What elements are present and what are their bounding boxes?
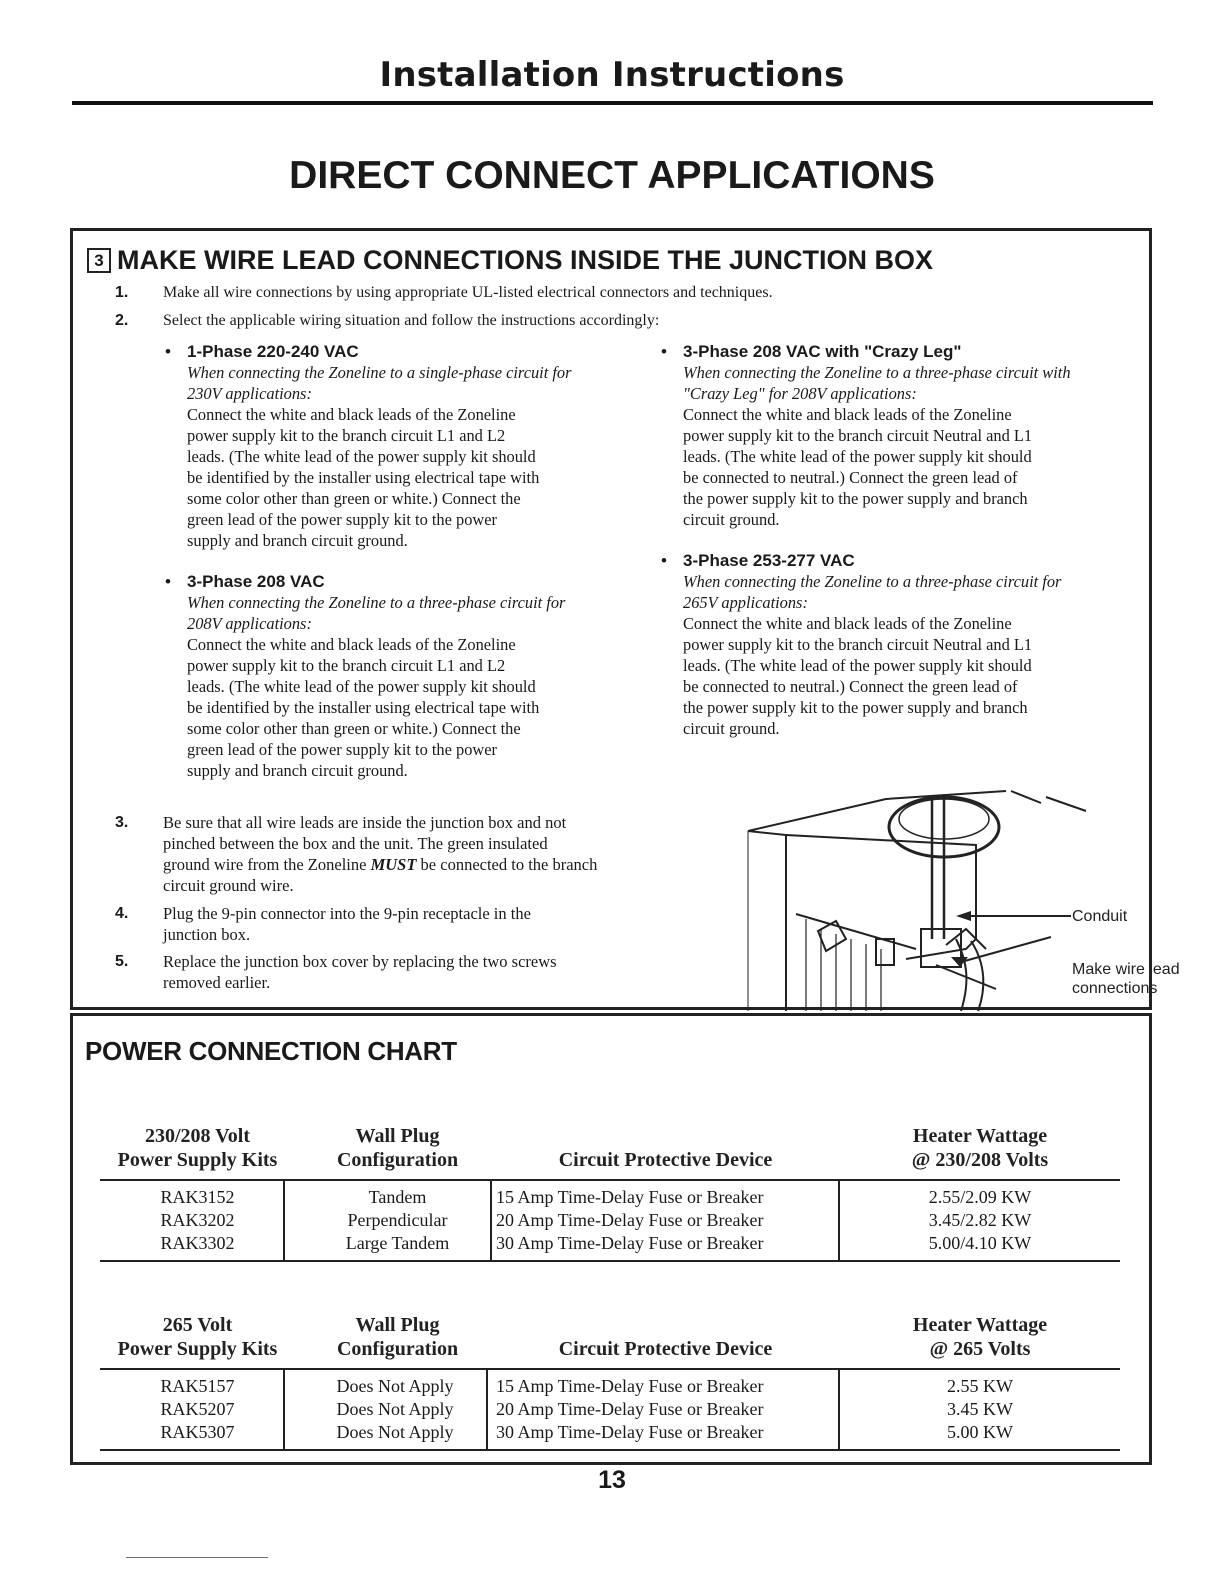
subsection-body: Connect the white and black leads of the Zoneline <box>187 635 516 654</box>
header-line: Wall Plug <box>355 1314 440 1336</box>
subsection-italic: 230V applications: <box>187 384 312 403</box>
header-line: 230/208 Volt <box>144 1125 251 1147</box>
emphasis-must: MUST <box>370 855 417 874</box>
table-header <box>840 1124 1120 1172</box>
table-cell: 5.00/4.10 KW <box>928 1233 1032 1253</box>
subsection-crazy-leg <box>683 341 1143 530</box>
table-cell: 20 Amp Time-Delay Fuse or Breaker <box>496 1399 764 1419</box>
subsection-body: the power supply kit to the power supply and branch <box>683 698 1028 717</box>
list-number: 2. <box>115 312 129 329</box>
subsection-body: Connect the white and black leads of the Zoneline <box>683 405 1012 424</box>
table-rule <box>100 1179 1120 1181</box>
table-row <box>100 1375 1120 1398</box>
subsection-body: leads. (The white lead of the power supply kit should <box>683 447 1032 466</box>
list-number: 5. <box>115 953 129 970</box>
subsection-body: be connected to neutral.) Connect the green lead of <box>683 677 1018 696</box>
table-cell: Large Tandem <box>345 1233 450 1253</box>
list-number: 3. <box>115 814 129 831</box>
header-line: Configuration <box>336 1338 459 1360</box>
table-cell: 2.55 KW <box>947 1376 1013 1396</box>
subsection-italic: When connecting the Zoneline to a three-phase circuit for <box>683 572 1062 591</box>
list-text: Replace the junction box cover by replacing the two screws <box>163 952 557 971</box>
step-heading <box>87 245 1139 276</box>
subsection-body: power supply kit to the branch circuit L1 and L2 <box>187 426 506 445</box>
table-cell: 20 Amp Time-Delay Fuse or Breaker <box>496 1210 764 1230</box>
step-number: 3 <box>87 248 111 273</box>
subsection-body: leads. (The white lead of the power supply kit should <box>683 656 1032 675</box>
subsection-body: be identified by the installer using electrical tape with <box>187 468 540 487</box>
figure-label-connections: connections <box>1072 980 1158 997</box>
header-line: Wall Plug <box>355 1125 440 1147</box>
subsection-body: power supply kit to the branch circuit Neutral and L1 <box>683 635 1033 654</box>
table-cell: 3.45/2.82 KW <box>928 1210 1032 1230</box>
table-cell: 15 Amp Time-Delay Fuse or Breaker <box>496 1187 764 1207</box>
chart-title: POWER CONNECTION CHART <box>85 1036 457 1066</box>
table-cell: 15 Amp Time-Delay Fuse or Breaker <box>496 1376 764 1396</box>
subsection-1-phase <box>187 341 647 551</box>
header-line: Circuit Protective Device <box>558 1149 773 1171</box>
table-cell: RAK5157 <box>160 1376 235 1396</box>
subsection-title: • 1-Phase 220-240 VAC <box>187 341 647 362</box>
subsection-body: supply and branch circuit ground. <box>187 531 408 550</box>
subsection-body: circuit ground. <box>683 510 780 529</box>
table-header <box>840 1313 1120 1361</box>
power-connection-chart <box>70 1013 1152 1465</box>
subsection-body: some color other than green or white.) Connect the <box>187 719 521 738</box>
table-header <box>488 1148 843 1172</box>
table-cell: RAK3152 <box>160 1187 235 1207</box>
figure-label-conduit: Conduit <box>1072 908 1128 925</box>
subsection-body: Connect the white and black leads of the Zoneline <box>683 614 1012 633</box>
table-cell: Does Not Apply <box>336 1399 454 1419</box>
table-header <box>100 1124 295 1172</box>
table-cell: 2.55/2.09 KW <box>928 1187 1032 1207</box>
subsection-body: some color other than green or white.) Connect the <box>187 489 521 508</box>
header-line: Configuration <box>336 1149 459 1171</box>
subsection-italic: When connecting the Zoneline to a three-phase circuit with <box>683 363 1071 382</box>
header-line: Heater Wattage <box>912 1125 1048 1147</box>
figure-label-connections: Make wire lead <box>1072 961 1180 978</box>
subsection-italic: "Crazy Leg" for 208V applications: <box>683 384 917 403</box>
list-text: Select the applicable wiring situation and follow the instructions accordingly: <box>163 312 660 329</box>
subsection-body: leads. (The white lead of the power supply kit should <box>187 447 536 466</box>
subsection-italic: When connecting the Zoneline to a single-phase circuit for <box>187 363 572 382</box>
main-title: DIRECT CONNECT APPLICATIONS <box>289 154 935 197</box>
subsection-body: circuit ground. <box>683 719 780 738</box>
subsection-italic: 265V applications: <box>683 593 808 612</box>
header-line: @ 265 Volts <box>929 1338 1031 1360</box>
list-number: 4. <box>115 905 129 922</box>
table-cell: Does Not Apply <box>336 1376 454 1396</box>
table-header <box>295 1313 500 1361</box>
list-number: 1. <box>115 284 129 301</box>
subsection-body: leads. (The white lead of the power supply kit should <box>187 677 536 696</box>
table-row <box>100 1186 1120 1209</box>
table-cell: 5.00 KW <box>947 1422 1013 1442</box>
subsection-body: Connect the white and black leads of the Zoneline <box>187 405 516 424</box>
footer-link-line <box>126 1557 268 1558</box>
table-header <box>100 1313 295 1361</box>
table-cell: Does Not Apply <box>336 1422 454 1442</box>
header-line: @ 230/208 Volts <box>911 1149 1049 1171</box>
table-rule <box>100 1449 1120 1451</box>
subsection-title: • 3-Phase 253-277 VAC <box>683 550 1143 571</box>
table-cell: 30 Amp Time-Delay Fuse or Breaker <box>496 1233 764 1253</box>
header-line: 265 Volt <box>162 1314 233 1336</box>
header-rule <box>72 101 1153 105</box>
step-heading-text: MAKE WIRE LEAD CONNECTIONS INSIDE THE JUNCTION BOX <box>117 245 934 275</box>
table-cell: RAK3202 <box>160 1210 235 1230</box>
table-row <box>100 1421 1120 1444</box>
list-text: removed earlier. <box>163 973 271 992</box>
table-cell: 30 Amp Time-Delay Fuse or Breaker <box>496 1422 764 1442</box>
list-text: Be sure that all wire leads are inside the junction box and not <box>163 813 567 832</box>
subsection-body: be connected to neutral.) Connect the green lead of <box>683 468 1018 487</box>
subsection-italic: When connecting the Zoneline to a three-phase circuit for <box>187 593 566 612</box>
subsection-body: green lead of the power supply kit to the power <box>187 510 497 529</box>
subsection-body: power supply kit to the branch circuit L1 and L2 <box>187 656 506 675</box>
table-row <box>100 1398 1120 1421</box>
table-row <box>100 1232 1120 1255</box>
table-header <box>295 1124 500 1172</box>
table-rule <box>100 1368 1120 1370</box>
table-cell: Perpendicular <box>347 1210 448 1230</box>
step-section <box>70 228 1180 1010</box>
table-cell: RAK5307 <box>160 1422 235 1442</box>
list-text: junction box. <box>163 925 251 944</box>
header-line: Heater Wattage <box>912 1314 1048 1336</box>
header-line: Power Supply Kits <box>117 1149 278 1171</box>
subsection-3-phase-208 <box>187 571 647 781</box>
header-line: Circuit Protective Device <box>558 1338 773 1360</box>
subsection-italic: 208V applications: <box>187 614 312 633</box>
power-table-265 <box>100 1313 1120 1453</box>
list-text: Plug the 9-pin connector into the 9-pin receptacle in the <box>163 904 531 923</box>
subsection-body: the power supply kit to the power supply and branch <box>683 489 1028 508</box>
subsection-title: • 3-Phase 208 VAC with "Crazy Leg" <box>683 341 1143 362</box>
subsection-title: • 3-Phase 208 VAC <box>187 571 647 592</box>
subsection-body: power supply kit to the branch circuit Neutral and L1 <box>683 426 1033 445</box>
subsection-253-277 <box>683 550 1143 739</box>
page-number: 13 <box>598 1466 626 1494</box>
list-text: ground wire from the Zoneline <box>163 855 367 874</box>
subsection-body: supply and branch circuit ground. <box>187 761 408 780</box>
power-table-230-208 <box>100 1124 1120 1264</box>
table-cell: 3.45 KW <box>947 1399 1013 1419</box>
table-cell: RAK3302 <box>160 1233 235 1253</box>
header-line: Power Supply Kits <box>117 1338 278 1360</box>
subsection-body: be identified by the installer using electrical tape with <box>187 698 540 717</box>
header-title: Installation Instructions <box>379 55 845 95</box>
table-cell: RAK5207 <box>160 1399 235 1419</box>
list-text: be connected to the branch <box>420 855 598 874</box>
list-text: pinched between the box and the unit. The green insulated <box>163 834 548 853</box>
table-cell: Tandem <box>368 1187 427 1207</box>
table-rule <box>100 1260 1120 1262</box>
subsection-body: green lead of the power supply kit to the power <box>187 740 497 759</box>
table-row <box>100 1209 1120 1232</box>
list-text: circuit ground wire. <box>163 876 294 895</box>
junction-box-illustration <box>746 789 1180 1011</box>
table-header <box>488 1337 843 1361</box>
list-text: Make all wire connections by using appropriate UL-listed electrical connectors and techniques. <box>163 284 773 301</box>
